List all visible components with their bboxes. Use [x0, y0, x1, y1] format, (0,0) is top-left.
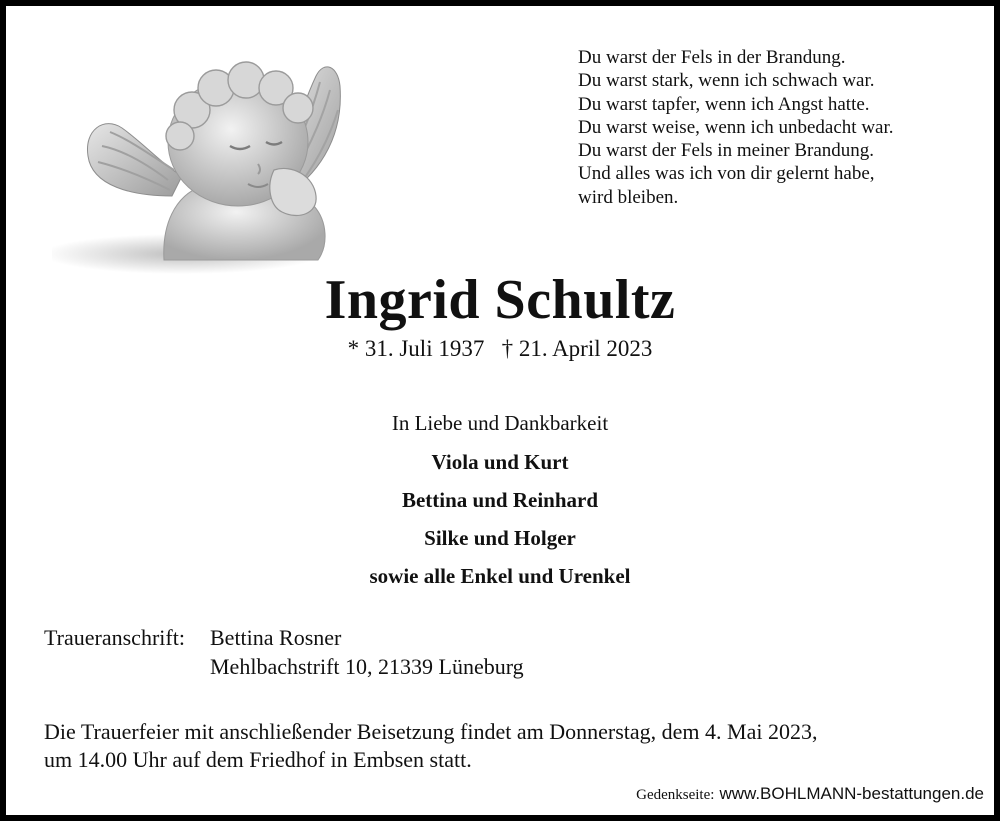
- list-item: sowie alle Enkel und Urenkel: [369, 564, 631, 588]
- list-item: Viola und Kurt: [431, 450, 569, 474]
- address-label: Traueranschrift:: [44, 625, 185, 650]
- poem-line: Und alles was ich von dir gelernt habe,: [578, 163, 875, 185]
- list-item: Bettina und Reinhard: [401, 488, 599, 512]
- poem-line: Du warst tapfer, wenn ich Angst hatte.: [578, 93, 870, 115]
- poem-line: Du warst der Fels in der Brandung.: [578, 47, 846, 68]
- address-name: Bettina Rosner: [210, 625, 342, 650]
- poem-line: Du warst stark, wenn ich schwach war.: [578, 70, 875, 92]
- poem-line: Du warst der Fels in meiner Brandung.: [578, 140, 875, 162]
- mourners-intro: In Liebe und Dankbarkeit: [391, 411, 609, 435]
- poem-line: Du warst weise, wenn ich unbedacht war.: [578, 116, 894, 138]
- mourning-address: [44, 623, 524, 681]
- ceremony-line: Die Trauerfeier mit anschließender Beisetzung findet am Donnerstag, dem 4. Mai 2023,: [44, 719, 818, 744]
- deceased-name: Ingrid Schultz: [324, 269, 676, 331]
- list-item: Silke und Holger: [424, 526, 576, 550]
- memorial-page-footer: [636, 784, 984, 805]
- mourners-list: [6, 443, 994, 595]
- angel-figurine-image: [52, 46, 352, 276]
- memorial-page-label: Gedenkseite:: [636, 787, 715, 803]
- poem-line: wird bleiben.: [578, 186, 679, 208]
- address-street: Mehlbachstrift 10, 21339 Lüneburg: [210, 654, 524, 679]
- memorial-page-link[interactable]: www.BOHLMANN-bestattungen.de: [719, 784, 984, 803]
- life-dates: * 31. Juli 1937 † 21. April 2023: [347, 336, 653, 361]
- memorial-poem: [578, 46, 958, 209]
- ceremony-info: [44, 718, 964, 774]
- ceremony-line: um 14.00 Uhr auf dem Friedhof in Embsen statt.: [44, 747, 472, 772]
